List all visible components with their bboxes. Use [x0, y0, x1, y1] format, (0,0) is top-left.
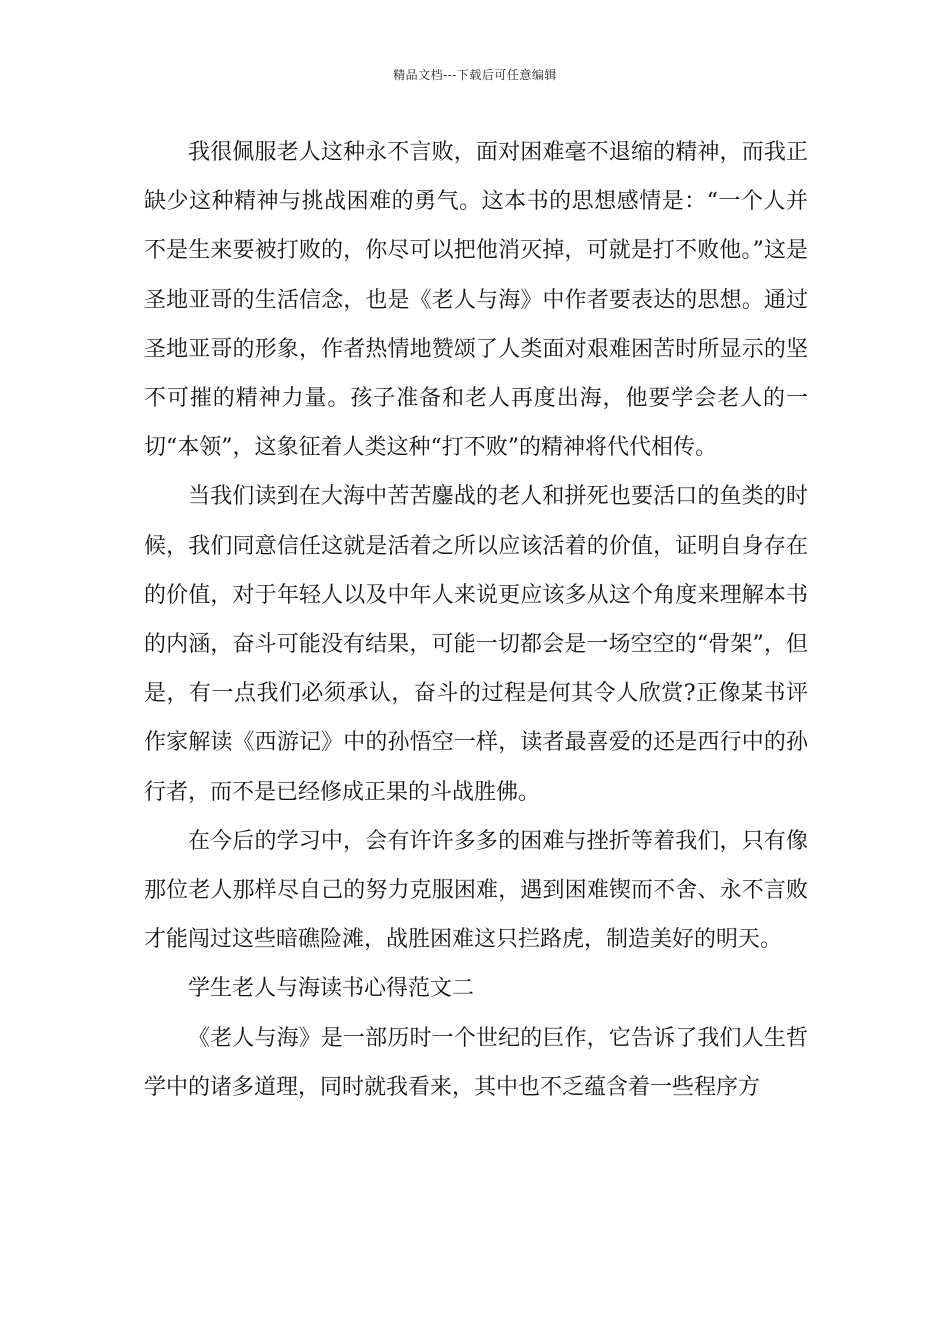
paragraph-2: 当我们读到在大海中苦苦鏖战的老人和拼死也要活口的鱼类的时候，我们同意信任这就是活着之所以应该活着的价值，证明自身存在的价值，对于年轻人以及中年人来说更应该多从这个角度来理解本书的内涵，奋斗可能没有结果，可能一切都会是一场空空的“骨架”，但是，有一点我们必须承认，奋斗的过程是何其令人欣赏?正像某书评作家解读《西游记》中的孙悟空一样，读者最喜爱的还是西行中的孙行者，而不是已经修成正果的斗战胜佛。 [144, 484, 808, 805]
page-header: 精品文档---下载后可任意编辑 [393, 68, 557, 82]
paragraph-3: 在今后的学习中，会有许许多多的困难与挫折等着我们，只有像那位老人那样尽自己的努力克服困难，遇到困难锲而不舍、永不言败才能闯过这些暗礁险滩，战胜困难这只拦路虎，制造美好的明天。 [144, 828, 808, 953]
section-heading: 学生老人与海读书心得范文二 [188, 976, 475, 1002]
document-body [144, 128, 808, 1112]
paragraph-4: 《老人与海》是一部历时一个世纪的巨作，它告诉了我们人生哲学中的诸多道理，同时就我看来，其中也不乏蕴含着一些程序方 [144, 1025, 808, 1100]
paragraph-1: 我很佩服老人这种永不言败，面对困难毫不退缩的精神，而我正缺少这种精神与挑战困难的勇气。这本书的思想感情是：“一个人并不是生来要被打败的，你尽可以把他消灭掉，可就是打不败他。”这是圣地亚哥的生活信念，也是《老人与海》中作者要表达的思想。通过圣地亚哥的形象，作者热情地赞颂了人类面对艰难困苦时所显示的坚不可摧的精神力量。孩子准备和老人再度出海，他要学会老人的一切“本领”，这象征着人类这种“打不败”的精神将代代相传。 [144, 140, 808, 461]
